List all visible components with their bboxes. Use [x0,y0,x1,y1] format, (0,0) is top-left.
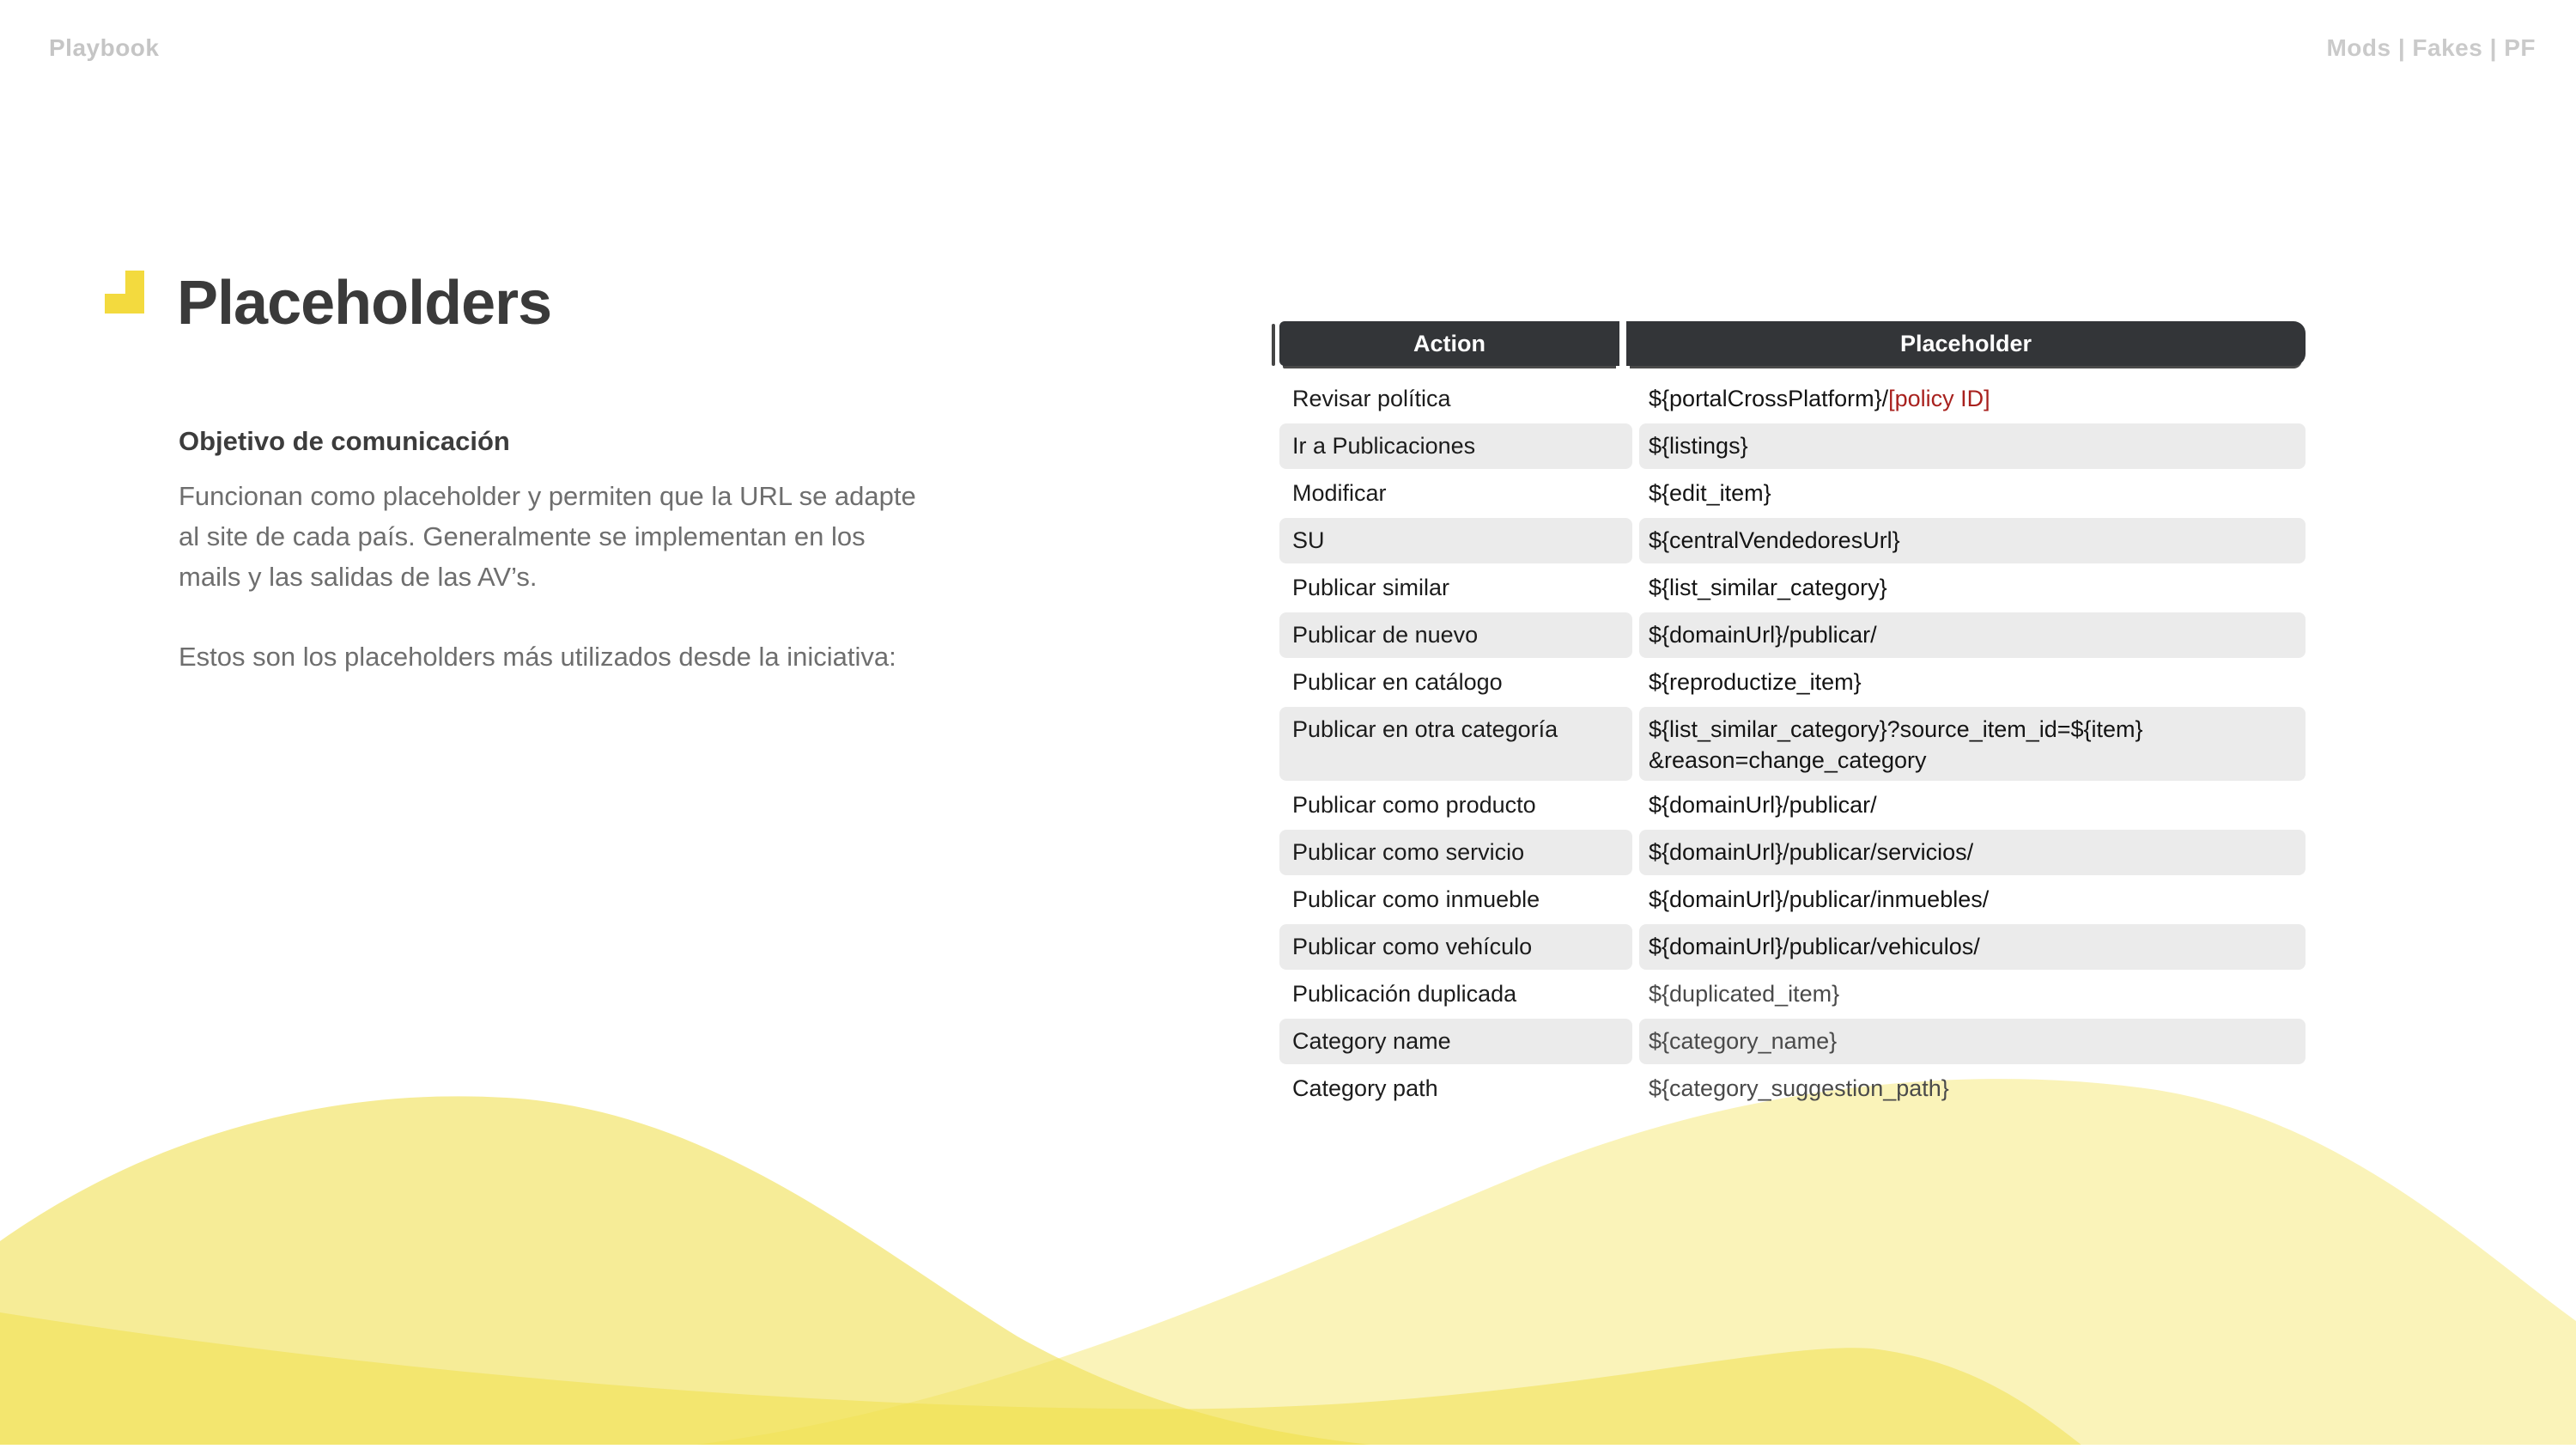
intro-paragraph [179,476,1175,597]
placeholder-cell [1639,612,2306,658]
placeholder-text: ${domainUrl}/publicar/ [1649,622,1877,648]
placeholder-text: ${portalCrossPlatform}/ [1649,386,1889,411]
action-cell: Ir a Publicaciones [1279,423,1632,469]
action-cell: SU [1279,518,1632,563]
placeholder-cell [1639,423,2306,469]
action-cell: Publicar como servicio [1279,830,1632,875]
table-row [1279,829,2306,876]
table-row [1279,706,2306,782]
column-header-placeholder: Placeholder [1626,321,2306,366]
placeholder-text: ${edit_item} [1649,480,1771,506]
table-row [1279,1018,2306,1065]
watermark-playbook: Playbook [49,34,160,61]
table-header [1279,321,2306,366]
table-row [1279,517,2306,564]
table-row [1279,564,2306,612]
action-cell: Category path [1292,1075,1438,1101]
placeholder-cell [1639,971,2306,1017]
placeholder-text: ${category_suggestion_path} [1649,1075,1949,1101]
placeholder-text: ${listings} [1649,433,1748,459]
action-cell: Publicar de nuevo [1279,612,1632,658]
placeholder-cell [1639,830,2306,875]
placeholder-text: ${domainUrl}/publicar/inmuebles/ [1649,886,1990,912]
placeholder-cell [1639,660,2306,705]
table-row [1279,612,2306,659]
column-header-action: Action [1279,321,1619,366]
table-row [1279,659,2306,706]
placeholder-cell [1639,707,2306,781]
page-title: Placeholders [177,269,552,338]
action-cell: Publicar similar [1292,575,1450,600]
table-row [1279,375,2306,423]
placeholder-highlight: [policy ID] [1888,386,1990,411]
placeholder-cell [1639,518,2306,563]
placeholder-text: ${list_similar_category} [1649,575,1887,600]
placeholder-cell [1639,924,2306,970]
action-cell: Publicar en catálogo [1292,669,1503,695]
placeholders-table [1279,321,2306,1112]
intro-block [179,426,1175,673]
placeholder-text: ${domainUrl}/publicar/servicios/ [1649,839,1974,865]
intro-paragraph-line: al site de cada país. Generalmente se implementan en los [179,521,866,551]
table-row [1279,923,2306,971]
placeholder-text: ${domainUrl}/publicar/vehiculos/ [1649,934,1980,959]
action-cell: Publicar como inmueble [1292,886,1540,912]
placeholder-cell [1639,782,2306,828]
placeholder-text: ${category_name} [1649,1028,1838,1054]
action-cell: Publicar como vehículo [1279,924,1632,970]
table-body [1279,375,2306,1112]
placeholder-cell [1639,1019,2306,1064]
intro-paragraph-line: Funcionan como placeholder y permiten que la URL se adapte [179,481,916,511]
placeholder-text: ${duplicated_item} [1649,981,1840,1007]
table-row [1279,423,2306,470]
placeholder-cell [1639,565,2306,611]
placeholder-text: ${domainUrl}/publicar/ [1649,792,1877,818]
action-cell: Publicación duplicada [1292,981,1517,1007]
action-cell: Publicar en otra categoría [1279,707,1632,781]
action-cell: Publicar como producto [1292,792,1536,818]
placeholder-cell [1639,877,2306,922]
placeholder-text: ${reproductize_item} [1649,669,1862,695]
intro-paragraph-line: mails y las salidas de las AV’s. [179,562,538,592]
placeholder-text-line2: &reason=change_category [1649,747,1927,773]
placeholder-text: ${centralVendedoresUrl} [1649,527,1900,553]
intro-subtitle: Objetivo de comunicación [179,426,510,456]
table-row [1279,1065,2306,1112]
placeholder-cell [1639,1066,2306,1111]
table-row [1279,470,2306,517]
bottom-white-strip [0,1445,2576,1449]
placeholder-cell [1639,471,2306,516]
action-cell: Revisar política [1292,386,1451,411]
placeholder-text: ${list_similar_category}?source_item_id=${item} [1649,716,2143,742]
table-row [1279,782,2306,829]
watermark-tags: Mods | Fakes | PF [2326,34,2536,61]
table-row [1279,971,2306,1018]
table-row [1279,876,2306,923]
action-cell: Modificar [1292,480,1387,506]
action-cell: Category name [1279,1019,1632,1064]
intro-closing: Estos son los placeholders más utilizados desde la iniciativa: [179,642,896,672]
placeholder-cell [1639,376,2306,422]
